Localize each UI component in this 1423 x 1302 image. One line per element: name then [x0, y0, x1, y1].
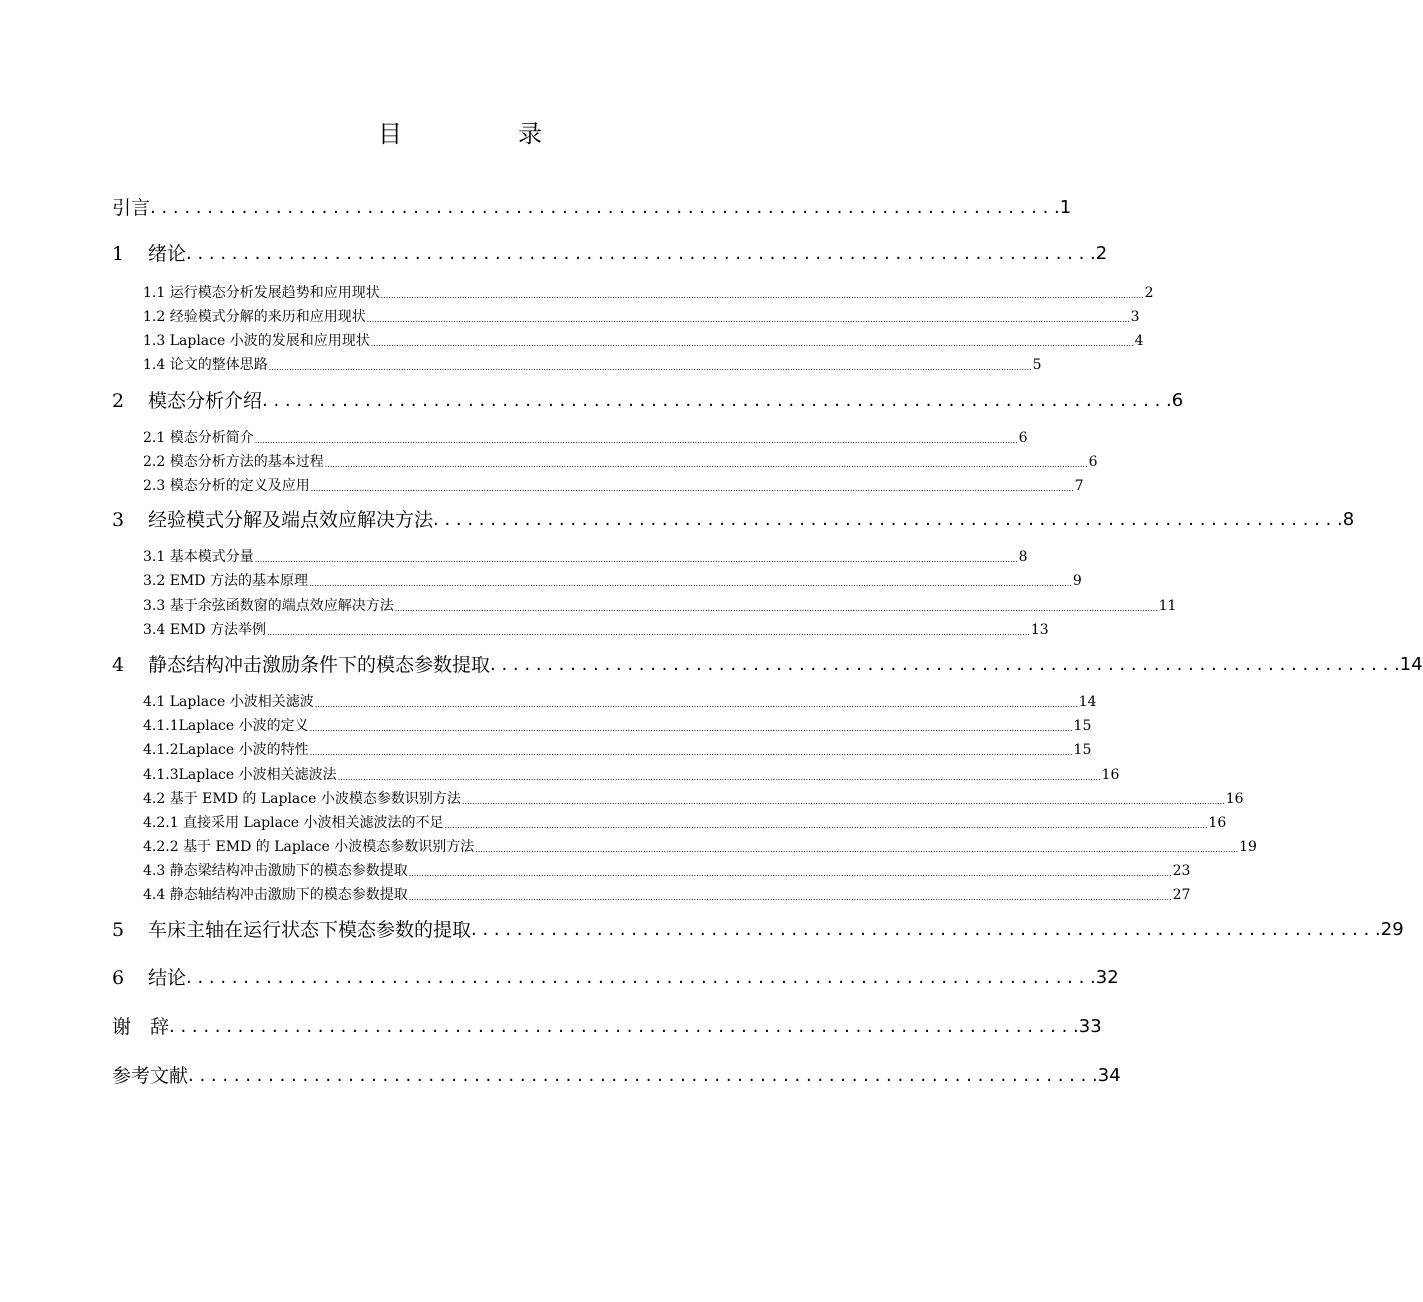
dot-leader: ............................................................................................................................................................................................................................................................................................................	[309, 724, 1073, 733]
toc-entry-page: 32	[1095, 967, 1119, 988]
toc-entry-label: 1.1 运行模态分析发展趋势和应用现状	[143, 285, 380, 301]
toc-entry-label: 1.2 经验模式分解的来历和应用现状	[143, 309, 366, 325]
toc-entry[interactable]	[143, 476, 1084, 496]
dot-leader: ............................................................................................................................................................................................................................................................................................................	[324, 460, 1088, 469]
toc-entry-page: 33	[1078, 1016, 1102, 1037]
toc-entry-label: 谢 辞	[112, 1016, 170, 1038]
toc-entry-label: 4.2.2 基于 EMD 的 Laplace 小波模态参数识别方法	[143, 839, 475, 855]
toc-entry[interactable]	[143, 452, 1098, 472]
toc-entry[interactable]	[143, 813, 1227, 833]
toc-entry-number: 5	[112, 919, 125, 941]
toc-entry[interactable]	[143, 789, 1244, 809]
toc-entry[interactable]	[143, 716, 1092, 736]
toc-entry-page: 23	[1172, 863, 1191, 879]
toc-entry-label: 2.2 模态分析方法的基本过程	[143, 454, 324, 470]
toc-entry-label: 4.1.2Laplace 小波的特性	[143, 742, 309, 758]
toc-entry[interactable]	[143, 283, 1154, 303]
dot-leader: ............................................................................................................................................................................................................................................................................................................	[337, 773, 1101, 782]
page-title: 目 录	[378, 120, 588, 148]
toc-entry-page: 16	[1225, 791, 1244, 807]
toc-entry[interactable]	[143, 692, 1097, 712]
toc-entry-label: 4.2 基于 EMD 的 Laplace 小波模态参数识别方法	[143, 791, 461, 807]
toc-entry[interactable]	[143, 837, 1257, 857]
toc-entry-number: 2	[112, 390, 125, 412]
toc-entry-page: 3	[1130, 309, 1140, 325]
toc-entry[interactable]	[112, 1015, 1102, 1039]
toc-entry-number: 1	[112, 243, 125, 265]
toc-entry-label: 1.4 论文的整体思路	[143, 357, 268, 373]
toc-entry-label: 4.1.3Laplace 小波相关滤波法	[143, 767, 337, 783]
dot-leader: . . . . . . . . . . . . . . . . . . . . . . . . . . . . . . . . . . . . . . . . . . . . . . . . . . . . . . . . . . . . . . . . . . . . . . . . . . . . . . . .	[188, 1065, 1098, 1086]
toc-entry[interactable]	[112, 918, 1404, 942]
dot-leader: ............................................................................................................................................................................................................................................................................................................	[314, 700, 1078, 709]
toc-entry-page: 5	[1032, 357, 1042, 373]
toc-entry-page: 6	[1171, 390, 1184, 411]
dot-leader: . . . . . . . . . . . . . . . . . . . . . . . . . . . . . . . . . . . . . . . . . . . . . . . . . . . . . . . . . . . . . . . . . . . . . . . . . . . . . . . .	[150, 197, 1060, 218]
toc-entry[interactable]	[143, 571, 1082, 591]
toc-entry-label: 3.4 EMD 方法举例	[143, 622, 266, 638]
toc-entry-label: 4.3 静态梁结构冲击激励下的模态参数提取	[143, 863, 408, 879]
toc-entry-page: 7	[1074, 478, 1084, 494]
toc-entry-page: 6	[1018, 430, 1028, 446]
toc-entry-number: 4	[112, 654, 125, 676]
toc-entry-page: 13	[1030, 622, 1049, 638]
toc-entry-page: 34	[1097, 1065, 1121, 1086]
toc-entry-label: 3.2 EMD 方法的基本原理	[143, 573, 308, 589]
dot-leader: . . . . . . . . . . . . . . . . . . . . . . . . . . . . . . . . . . . . . . . . . . . . . . . . . . . . . . . . . . . . . . . . . . . . . . . . . . . . . . . .	[433, 509, 1343, 530]
toc-entry-label: 1.3 Laplace 小波的发展和应用现状	[143, 333, 370, 349]
toc-entry[interactable]	[112, 1064, 1121, 1088]
dot-leader: ............................................................................................................................................................................................................................................................................................................	[408, 869, 1172, 878]
toc-entry-page: 4	[1134, 333, 1144, 349]
dot-leader: ............................................................................................................................................................................................................................................................................................................	[380, 291, 1144, 300]
toc-entry-label: 结论	[148, 967, 187, 989]
toc-entry-page: 14	[1078, 694, 1097, 710]
dot-leader: ............................................................................................................................................................................................................................................................................................................	[254, 436, 1018, 445]
toc-entry-label: 3.1 基本模式分量	[143, 549, 254, 565]
toc-entry-number: 3	[112, 509, 125, 531]
toc-entry-page: 19	[1239, 839, 1257, 855]
dot-leader: . . . . . . . . . . . . . . . . . . . . . . . . . . . . . . . . . . . . . . . . . . . . . . . . . . . . . . . . . . . . . . . . . . . . . . . . . . . . . . . .	[490, 654, 1400, 675]
toc-entry-page: 9	[1072, 573, 1082, 589]
toc-entry[interactable]	[143, 428, 1028, 448]
toc-entry-page: 29	[1380, 919, 1404, 940]
dot-leader: . . . . . . . . . . . . . . . . . . . . . . . . . . . . . . . . . . . . . . . . . . . . . . . . . . . . . . . . . . . . . . . . . . . . . . . . . . . . . . . .	[262, 390, 1172, 411]
toc-entry[interactable]	[143, 596, 1177, 616]
dot-leader: ............................................................................................................................................................................................................................................................................................................	[254, 555, 1018, 564]
toc-entry[interactable]	[112, 196, 1072, 220]
toc-entry-label: 经验模式分解及端点效应解决方法	[148, 509, 434, 531]
toc-entry[interactable]	[112, 508, 1355, 532]
toc-entry-label: 模态分析介绍	[148, 390, 263, 412]
dot-leader: ............................................................................................................................................................................................................................................................................................................	[461, 797, 1225, 806]
toc-entry-label: 3.3 基于余弦函数窗的端点效应解决方法	[143, 598, 394, 614]
toc-entry-page: 16	[1208, 815, 1227, 831]
toc-entry[interactable]	[112, 966, 1119, 990]
dot-leader: . . . . . . . . . . . . . . . . . . . . . . . . . . . . . . . . . . . . . . . . . . . . . . . . . . . . . . . . . . . . . . . . . . . . . . . . . . . . . . . .	[471, 919, 1381, 940]
toc-entry-page: 14	[1399, 654, 1423, 675]
toc-entry-label: 2.3 模态分析的定义及应用	[143, 478, 310, 494]
toc-entry-page: 1	[1059, 197, 1072, 218]
toc-entry-page: 15	[1073, 718, 1092, 734]
toc-entry[interactable]	[143, 885, 1191, 905]
toc-entry-page: 2	[1095, 243, 1108, 264]
dot-leader: ............................................................................................................................................................................................................................................................................................................	[309, 748, 1073, 757]
toc-entry[interactable]	[112, 653, 1423, 677]
toc-entry-label: 静态结构冲击激励条件下的模态参数提取	[148, 654, 491, 676]
dot-leader: . . . . . . . . . . . . . . . . . . . . . . . . . . . . . . . . . . . . . . . . . . . . . . . . . . . . . . . . . . . . . . . . . . . . . . . . . . . . . . . .	[186, 967, 1096, 988]
toc-entry[interactable]	[112, 242, 1108, 266]
toc-entry[interactable]	[143, 331, 1144, 351]
dot-leader: ............................................................................................................................................................................................................................................................................................................	[366, 315, 1130, 324]
toc-entry-label: 参考文献	[112, 1065, 189, 1087]
dot-leader: . . . . . . . . . . . . . . . . . . . . . . . . . . . . . . . . . . . . . . . . . . . . . . . . . . . . . . . . . . . . . . . . . . . . . . . . . . . . . . . .	[186, 243, 1096, 264]
dot-leader: ............................................................................................................................................................................................................................................................................................................	[444, 821, 1208, 830]
dot-leader: ............................................................................................................................................................................................................................................................................................................	[394, 604, 1158, 613]
toc-entry[interactable]	[112, 389, 1184, 413]
toc-entry[interactable]	[143, 307, 1140, 327]
toc-entry-number: 6	[112, 967, 125, 989]
dot-leader: ............................................................................................................................................................................................................................................................................................................	[475, 845, 1239, 854]
toc-entry-label: 绪论	[148, 243, 187, 265]
toc-entry-page: 15	[1073, 742, 1092, 758]
toc-entry-page: 6	[1088, 454, 1098, 470]
dot-leader: ............................................................................................................................................................................................................................................................................................................	[408, 893, 1172, 902]
toc-entry[interactable]	[143, 765, 1120, 785]
toc-entry-page: 27	[1172, 887, 1191, 903]
toc-entry-label: 4.1 Laplace 小波相关滤波	[143, 694, 314, 710]
toc-entry-page: 8	[1342, 509, 1355, 530]
toc-entry-page: 16	[1101, 767, 1120, 783]
dot-leader: . . . . . . . . . . . . . . . . . . . . . . . . . . . . . . . . . . . . . . . . . . . . . . . . . . . . . . . . . . . . . . . . . . . . . . . . . . . . . . . .	[169, 1016, 1079, 1037]
toc-entry[interactable]	[143, 861, 1191, 881]
toc-entry[interactable]	[143, 620, 1049, 640]
toc-entry[interactable]	[143, 740, 1092, 760]
toc-entry-label: 4.2.1 直接采用 Laplace 小波相关滤波法的不足	[143, 815, 444, 831]
dot-leader: ............................................................................................................................................................................................................................................................................................................	[310, 484, 1074, 493]
dot-leader: ............................................................................................................................................................................................................................................................................................................	[268, 363, 1032, 372]
toc-entry[interactable]	[143, 355, 1042, 375]
toc-entry-page: 2	[1144, 285, 1154, 301]
toc-entry-page: 11	[1158, 598, 1177, 614]
toc-entry-label: 4.1.1Laplace 小波的定义	[143, 718, 309, 734]
dot-leader: ............................................................................................................................................................................................................................................................................................................	[370, 339, 1134, 348]
dot-leader: ............................................................................................................................................................................................................................................................................................................	[308, 579, 1072, 588]
toc-entry-label: 2.1 模态分析简介	[143, 430, 254, 446]
toc-entry-page: 8	[1018, 549, 1028, 565]
toc-entry[interactable]	[143, 547, 1028, 567]
dot-leader: ............................................................................................................................................................................................................................................................................................................	[266, 628, 1030, 637]
toc-entry-label: 4.4 静态轴结构冲击激励下的模态参数提取	[143, 887, 408, 903]
toc-entry-label: 车床主轴在运行状态下模态参数的提取	[148, 919, 472, 941]
toc-entry-label: 引言	[112, 197, 151, 219]
